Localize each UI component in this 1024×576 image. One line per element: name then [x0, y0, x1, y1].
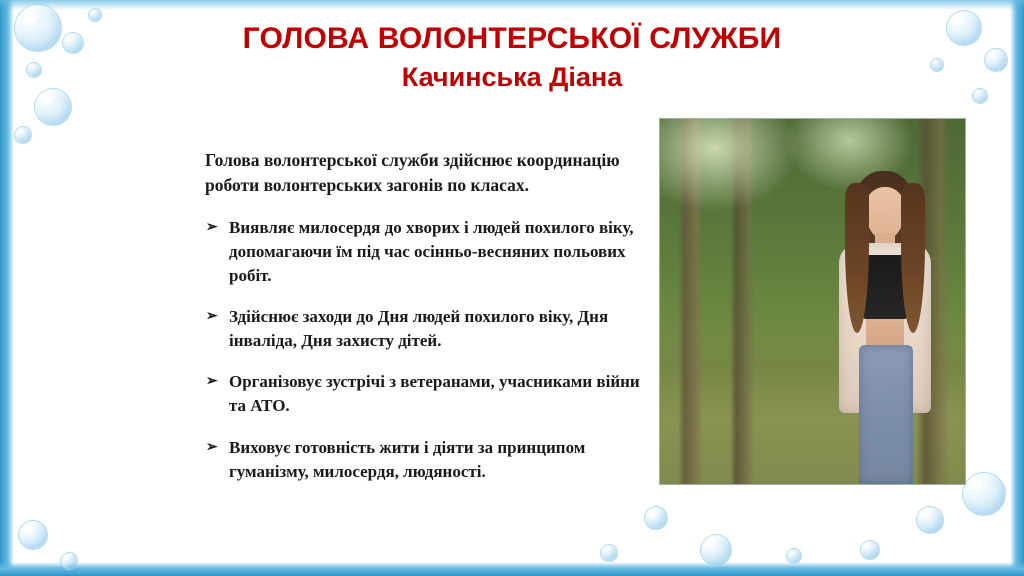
bubble-decoration [34, 88, 72, 126]
list-item-text: Організовує зустрічі з ветеранами, учасниками війни та АТО. [229, 372, 640, 416]
content-body [200, 148, 640, 501]
top-edge-gradient [0, 0, 1024, 10]
list-item [200, 216, 640, 288]
slide-title-block [0, 22, 1024, 93]
bubble-decoration [860, 540, 880, 560]
duties-list [200, 216, 640, 484]
page-title: ГОЛОВА ВОЛОНТЕРСЬКОЇ СЛУЖБИ [242, 22, 782, 55]
person-jeans [859, 345, 913, 484]
portrait-photo [659, 118, 966, 485]
list-item [200, 305, 640, 353]
list-item-text: Здійснює заходи до Дня людей похилого віку, Дня інваліда, Дня захисту дітей. [229, 307, 609, 351]
arrow-bullet-icon: ➢ [206, 374, 218, 390]
bottom-edge-gradient [0, 562, 1024, 576]
page-subtitle: Качинська Діана [401, 61, 623, 92]
bubble-decoration [916, 506, 944, 534]
person-midriff [866, 319, 904, 347]
list-item [200, 370, 640, 418]
list-item-text: Виявляє милосердя до хворих і людей похилого віку, допомагаючи їм під час осінньо-весняних польових робіт. [229, 217, 634, 285]
intro-paragraph: Голова волонтерської служби здійснює координацію роботи волонтерських загонів по класах. [205, 150, 620, 195]
bubble-decoration [644, 506, 668, 530]
bubble-decoration [88, 8, 102, 22]
list-item-text: Виховує готовність жити і діяти за принципом гуманізму, милосердя, людяності. [229, 437, 586, 481]
bubble-decoration [962, 472, 1006, 516]
bubble-decoration [14, 126, 32, 144]
arrow-bullet-icon: ➢ [206, 219, 218, 235]
bubble-decoration [600, 544, 618, 562]
arrow-bullet-icon: ➢ [206, 439, 218, 455]
list-item [200, 436, 640, 484]
arrow-bullet-icon: ➢ [206, 309, 218, 325]
photo-person [809, 171, 959, 484]
bubble-decoration [18, 520, 48, 550]
